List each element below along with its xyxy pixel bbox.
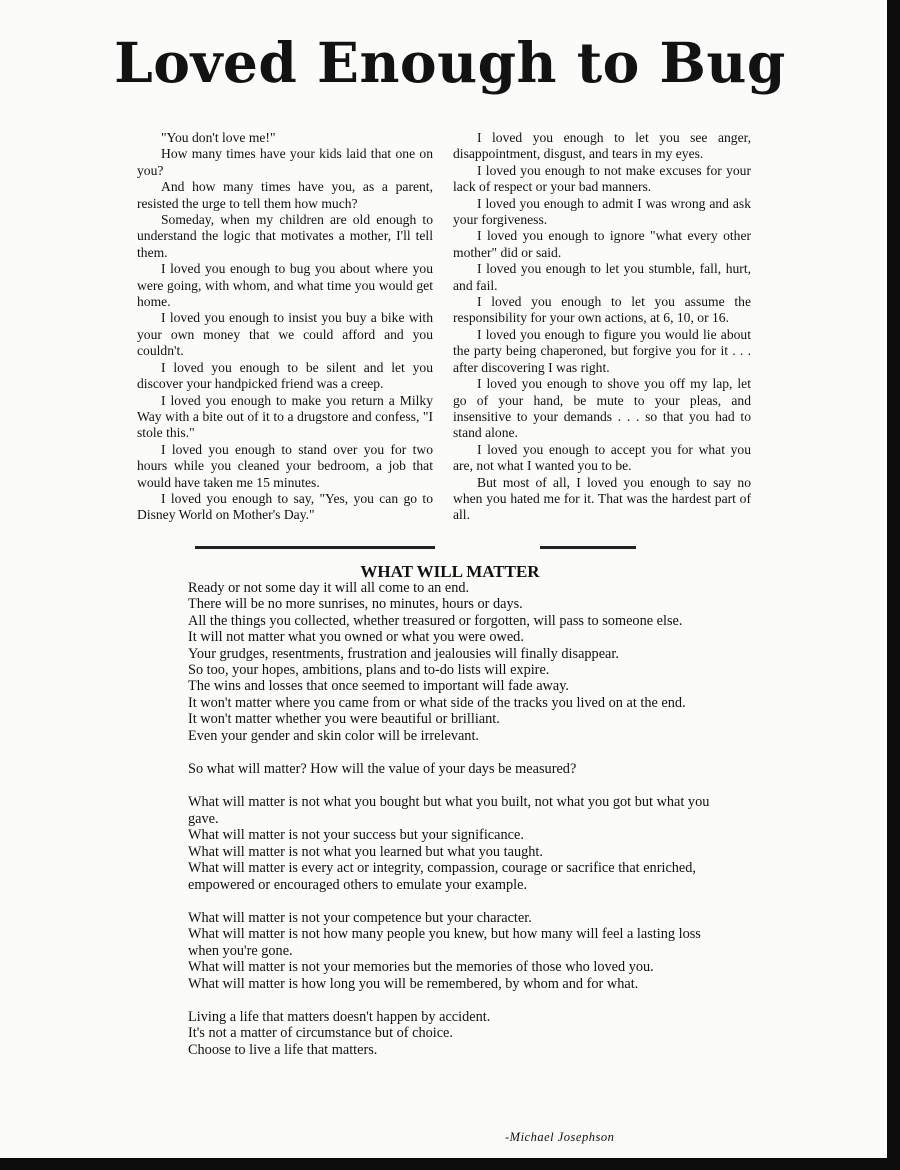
poem-line: It won't matter whether you were beautiful or brilliant.: [188, 711, 500, 728]
poem-author: -Michael Josephson: [505, 1130, 615, 1144]
paragraph: I loved you enough to be silent and let you discover your handpicked friend was a creep.: [137, 359, 433, 392]
poem-line: What will matter is not your success but your significance.: [188, 827, 524, 844]
poem-stanza: [188, 1009, 728, 1058]
paragraph: Someday, when my children are old enough to understand the logic that motivates a mother, I'll tell them.: [137, 212, 433, 260]
paragraph: I loved you enough to insist you buy a bike with your own money that we could afford and you couldn't.: [137, 310, 433, 359]
poem-line: What will matter is not what you bought but what you built, not what you got but what you gave.: [188, 794, 710, 827]
poem-line: What will matter is not how many people you knew, but how many will feel a lasting loss when you're gone.: [188, 926, 701, 959]
paragraph: I loved you enough to let you see anger, disappointment, disgust, and tears in my eyes.: [453, 130, 751, 162]
poem-stanza: [188, 910, 728, 992]
article-right-column: [453, 130, 751, 524]
paragraph: "You don't love me!": [161, 130, 276, 145]
poem-line: What will matter is how long you will be remembered, by whom and for what.: [188, 975, 639, 992]
poem-line: Ready or not some day it will all come to an end.: [188, 580, 470, 596]
stanza-gap: [188, 893, 728, 910]
paragraph: I loved you enough to make you return a Milky Way with a bite out of it to a drugstore and confess, "I stole this.": [137, 392, 433, 441]
article-left-column: [137, 130, 433, 524]
poem-line: What will matter is not what you learned but what you taught.: [188, 843, 543, 860]
paragraph: I loved you enough to ignore "what every other mother" did or said.: [453, 228, 751, 260]
stanza-gap: [188, 777, 728, 794]
poem-line: It's not a matter of circumstance but of choice.: [188, 1025, 453, 1042]
poem-line: It will not matter what you owned or what you were owed.: [188, 629, 524, 646]
scan-border-right: [887, 0, 900, 1170]
paragraph: I loved you enough to say, "Yes, you can go to Disney World on Mother's Day.": [137, 490, 433, 523]
article-title: Loved Enough to Bug: [114, 30, 786, 95]
stanza-gap: [188, 992, 728, 1009]
scan-border-bottom: [0, 1158, 900, 1170]
poem-line: Your grudges, resentments, frustration and jealousies will finally disappear.: [188, 645, 619, 662]
poem-stanza: [188, 761, 728, 777]
poem-line: There will be no more sunrises, no minutes, hours or days.: [188, 596, 523, 613]
paragraph: I loved you enough to figure you would lie about the party being chaperoned, but forgive you for it . . . after discovering I was right.: [453, 326, 751, 375]
paragraph: I loved you enough to bug you about where you were going, with whom, and what time you would get home.: [137, 261, 433, 310]
paragraph: I loved you enough to not make excuses for your lack of respect or your bad manners.: [453, 162, 751, 195]
poem-line: So what will matter? How will the value of your days be measured?: [188, 761, 577, 778]
poem-line: Even your gender and skin color will be irrelevant.: [188, 727, 480, 744]
paragraph: I loved you enough to admit I was wrong and ask your forgiveness.: [453, 195, 751, 228]
poem-line: It won't matter where you came from or what side of the tracks you lived on at the end.: [188, 694, 686, 711]
paragraph: I loved you enough to let you stumble, fall, hurt, and fail.: [453, 261, 751, 293]
poem-line: The wins and losses that once seemed to important will fade away.: [188, 678, 570, 695]
paragraph: I loved you enough to accept you for what you are, not what I wanted you to be.: [453, 441, 751, 474]
paragraph: But most of all, I loved you enough to say no when you hated me for it. That was the hardest part of all.: [453, 474, 751, 523]
poem-stanza: [188, 794, 728, 892]
paragraph: I loved you enough to stand over you for two hours while you cleaned your bedroom, a job that would have taken me 15 minutes.: [137, 441, 433, 490]
paragraph: How many times have your kids laid that one on you?: [137, 146, 433, 178]
poem-line: All the things you collected, whether treasured or forgotten, will pass to someone else.: [188, 612, 683, 629]
paragraph: I loved you enough to let you assume the responsibility for your own actions, at 6, 10, or 16.: [453, 294, 751, 326]
poem-line: What will matter is not your memories but the memories of those who loved you.: [188, 959, 654, 976]
poem-line: What will matter is every act or integrity, compassion, courage or sacrifice that enriched, empowered or encouraged others to emulate your example.: [188, 860, 696, 893]
poem-body: [188, 580, 728, 1058]
poem-line: What will matter is not your competence but your character.: [188, 909, 532, 926]
paragraph: I loved you enough to shove you off my lap, let go of your hand, be mute to your pleas, and insensitive to your demands . . . so that you had to stand alone.: [453, 376, 751, 441]
poem-line: Choose to live a life that matters.: [188, 1041, 378, 1058]
section-divider-left: [195, 546, 435, 549]
poem-line: Living a life that matters doesn't happen by accident.: [188, 1008, 491, 1025]
paragraph: And how many times have you, as a parent, resisted the urge to tell them how much?: [137, 179, 433, 211]
section-divider-right: [540, 546, 636, 549]
stanza-gap: [188, 744, 728, 761]
poem-line: So too, your hopes, ambitions, plans and to-do lists will expire.: [188, 662, 550, 679]
poem-stanza: [188, 580, 728, 744]
poem-title: WHAT WILL MATTER: [360, 562, 540, 581]
